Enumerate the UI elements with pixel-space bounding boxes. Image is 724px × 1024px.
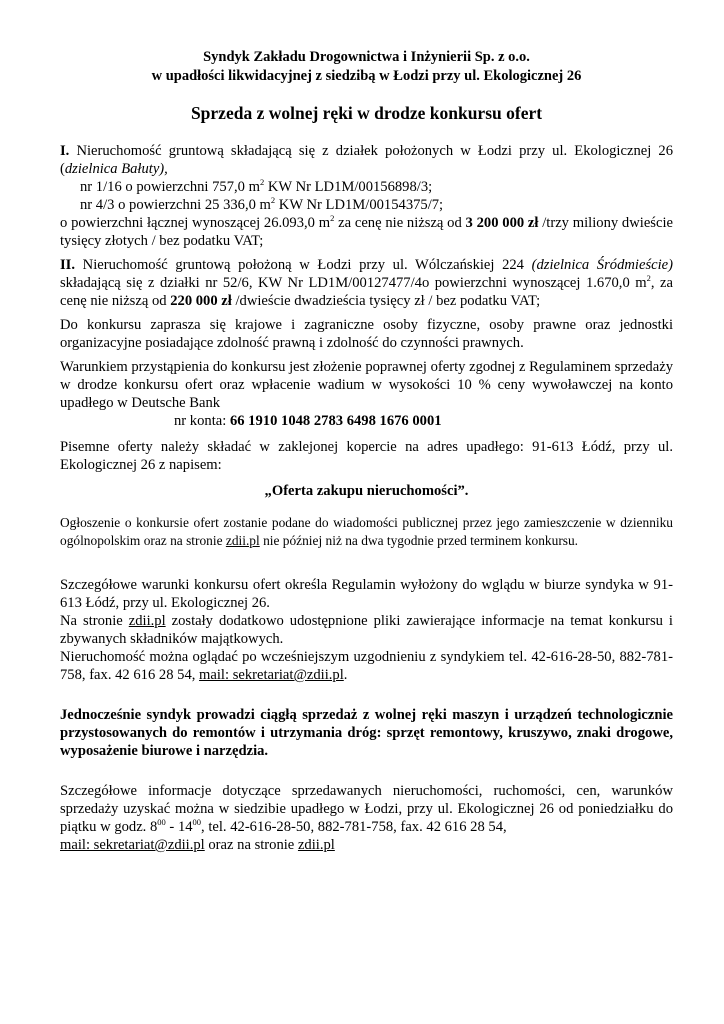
section-1-price: 3 200 000 zł <box>465 215 539 231</box>
details-line-2: Na stronie zdii.pl zostały dodatkowo udostępnione pliki zawierające informacje na temat konkursu i zbywanych składników majątkowych. <box>60 613 673 647</box>
account-number: 66 1910 1048 2783 6498 1676 0001 <box>229 413 442 429</box>
contact-site-link[interactable]: zdii.pl <box>297 837 335 853</box>
contact-paragraph: Szczegółowe informacje dotyczące sprzedawanych nieruchomości, ruchomości, cen, warunków sprzedaży uzyskać można w siedzibie upadłego w Łodzi, przy ul. Ekologicznej 26 od poniedziałku do piątku w godz. $8^{00} - 14^{00}$, tel. 42-616-28-50, 882-781-758, fax. 42 616 28 54, mail: sekretariat@zdii.pl oraz na stronie zdii.pl <box>60 783 673 853</box>
details-line-3: Nieruchomość można oglądać po wcześniejszym uzgodnieniu z syndykiem tel. 42-616-28-50, 882-781-758, fax. 42 616 28 54, mail: sekretariat@zdii.pl. <box>60 649 673 683</box>
account-line: nr konta: 66 1910 1048 2783 6498 1676 0001 <box>174 413 442 429</box>
sale-notice: Jednocześnie syndyk prowadzi ciągłą sprzedaż z wolnej ręki maszyn i urządzeń technologicznie przystosowanych do remontów i utrzymania dróg: sprzęt remontowy, kruszywo, znaki drogowe, wyposażenie biurowe i narzędzia. <box>60 707 673 759</box>
header-line-2: w upadłości likwidacyjnej z siedzibą w Łodzi przy ul. Ekologicznej 26 <box>151 68 582 84</box>
details-line-1: Szczegółowe warunki konkursu ofert określa Regulamin wyłożony do wglądu w biurze syndyka w 91-613 Łódź, przy ul. Ekologicznej 26. <box>60 577 673 611</box>
section-2-price: 220 000 zł <box>170 293 232 309</box>
header <box>60 48 673 86</box>
conditions-paragraph: Warunkiem przystąpienia do konkursu jest złożenie poprawnej oferty zgodnej z Regulaminem sprzedaży w drodze konkursu ofert oraz wpłacenie wadium w wysokości 10 % ceny wywoławczej na konto upadłego w Deutsche Bank <box>60 359 673 411</box>
envelope-label: „Oferta zakupu nieruchomości”. <box>264 483 469 499</box>
header-line-1: Syndyk Zakładu Drogownictwa i Inżynierii Sp. z o.o. <box>203 49 530 65</box>
section-2-district: (dzielnica Śródmieście) <box>531 257 673 273</box>
section-1 <box>60 142 673 250</box>
announcement-site-link[interactable]: zdii.pl <box>225 533 260 548</box>
details-block <box>60 576 673 684</box>
document-page <box>60 48 673 854</box>
parcel-2: nr 4/3 o powierzchni 25 336,0 $m^2$ KW Nr LD1M/00154375/7; <box>80 195 444 213</box>
section-1-district: dzielnica Bałuty), <box>64 161 168 177</box>
section-1-total: o powierzchni łącznej wynoszącej 26.093,0 $m^2$ za cenę nie niższą od 3 200 000 zł /trzy miliony dwieście tysięcy złotych / bez podatku VAT; <box>60 213 673 249</box>
parcel-1: nr 1/16 o powierzchni 757,0 $m^2$ KW Nr LD1M/00156898/3; <box>80 177 433 195</box>
submission-paragraph: Pisemne oferty należy składać w zaklejonej kopercie na adres upadłego: 91-613 Łódź, przy ul. Ekologicznej 26 z napisem: <box>60 439 673 473</box>
section-2-number: II. <box>60 257 76 273</box>
announcement-paragraph: Ogłoszenie o konkursie ofert zostanie podane do wiadomości publicznej przez jego zamieszczenie w dzienniku ogólnopolskim oraz na stronie zdii.pl nie później niż na dwa tygodnie przed terminem konkursu. <box>60 515 673 548</box>
section-2: II. Nieruchomość gruntową położoną w Łodzi przy ul. Wólczańskiej 224 (dzielnica Śródmieście) składającą się z działki nr 52/6, KW Nr LD1M/00127477/4o powierzchni wynoszącej 1.670,0 $m^2$, za cenę nie niższą od 220 000 zł /dwieście dwadzieścia tysięcy zł / bez podatku VAT; <box>60 257 673 309</box>
section-1-number: I. <box>60 143 70 159</box>
section-1-intro: I. Nieruchomość gruntową składającą się z działek położonych w Łodzi przy ul. Ekologicznej 26 (dzielnica Bałuty), <box>60 143 673 177</box>
details-site-link[interactable]: zdii.pl <box>128 613 166 629</box>
invitation-paragraph: Do konkursu zaprasza się krajowe i zagraniczne osoby fizyczne, osoby prawne oraz jednostki organizacyjne posiadające zdolność prawną i zdolność do czynności prawnych. <box>60 317 673 351</box>
contact-mail-link[interactable]: mail: sekretariat@zdii.pl <box>60 837 205 853</box>
page-title: Sprzeda z wolnej ręki w drodze konkursu ofert <box>190 103 543 123</box>
details-mail-link[interactable]: mail: sekretariat@zdii.pl <box>199 667 344 683</box>
